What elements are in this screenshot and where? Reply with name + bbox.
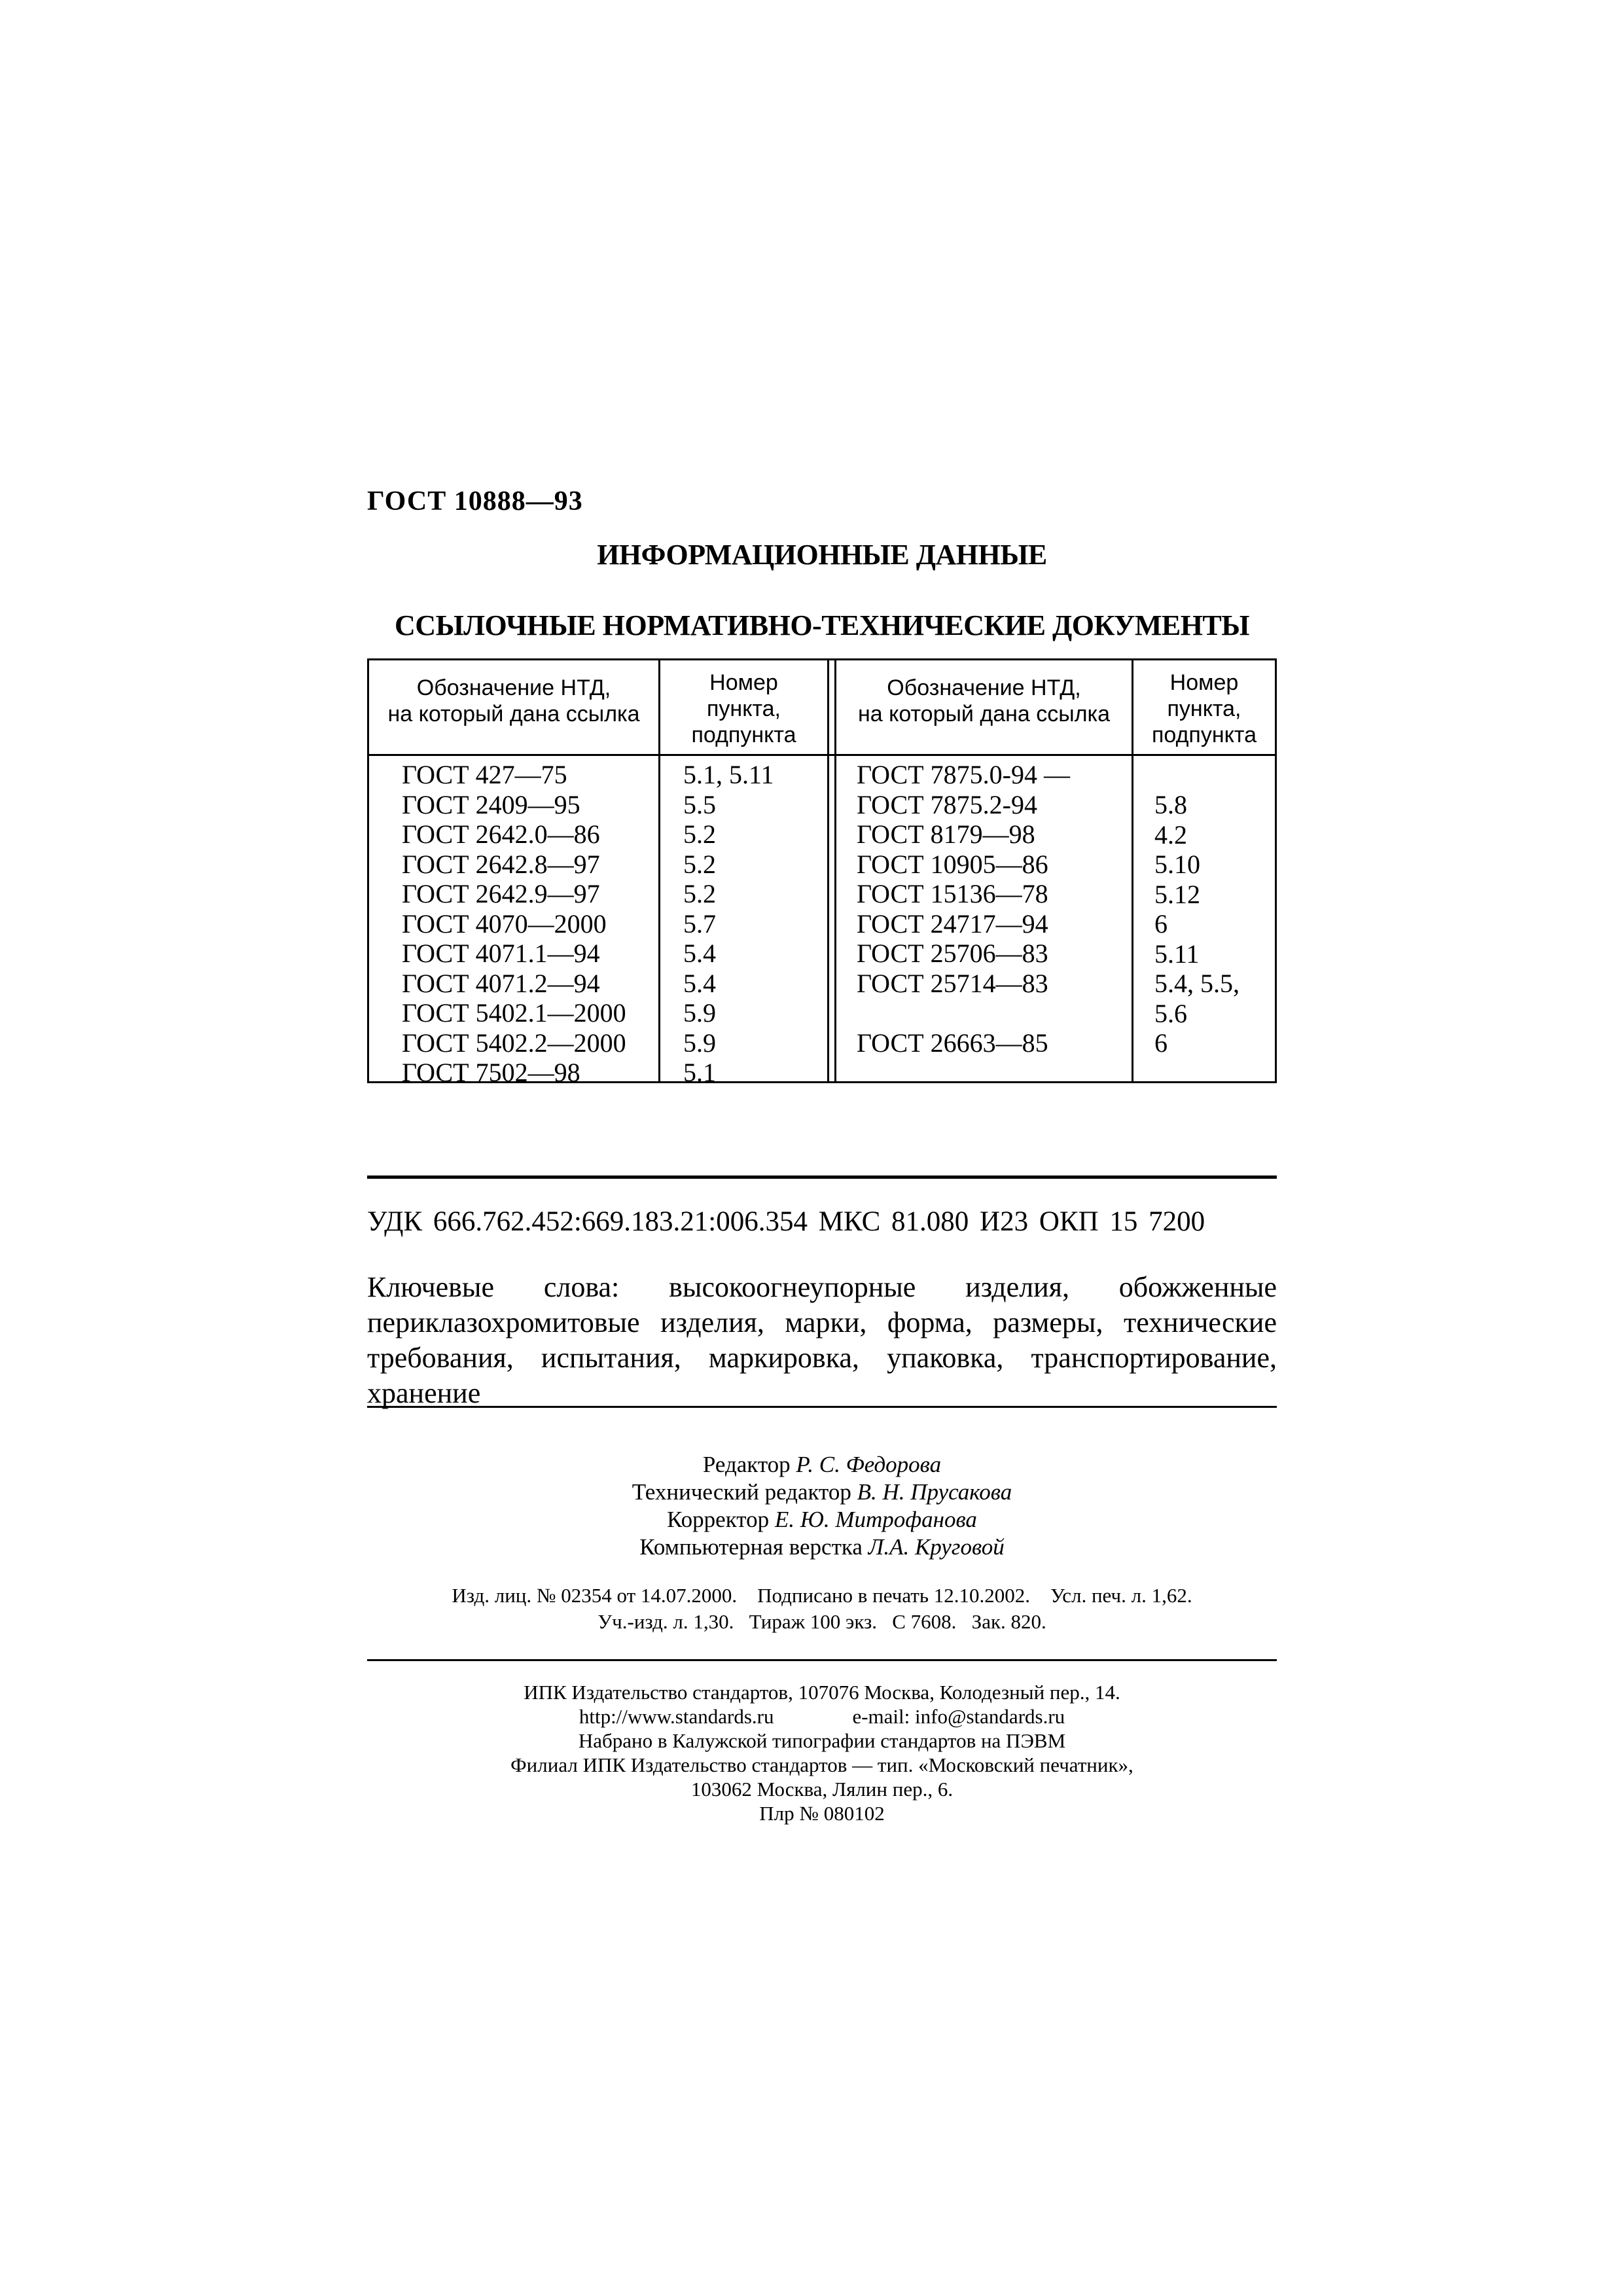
right-items-column [1154, 790, 1240, 1058]
publisher-info [367, 1680, 1277, 1825]
left-items-column [683, 760, 774, 1088]
header-designation-right: Обозначение НТД, на который дана ссылка [857, 675, 1111, 726]
credit-editor: Редактор Р. С. Федорова [702, 1452, 942, 1477]
section-heading-info: ИНФОРМАЦИОННЫЕ ДАННЫЕ [597, 539, 1047, 571]
publisher-line1: ИПК Издательство стандартов, 107076 Москва, Колодезный пер., 14. [524, 1681, 1120, 1704]
table-cell: ГОСТ 7875.0-94 — [857, 760, 1070, 789]
table-cell: 5.11 [1154, 939, 1200, 969]
credit-tech-editor: Технический редактор В. Н. Прусакова [632, 1479, 1012, 1505]
table-cell: ГОСТ 427—75 [402, 760, 567, 789]
publication-info [367, 1583, 1277, 1635]
table-cell: ГОСТ 4070—2000 [402, 908, 607, 939]
references-table [367, 658, 1277, 1087]
table-cell: 5.4, 5.5, [1154, 969, 1240, 998]
publisher-website[interactable]: http://www.standards.ru [579, 1705, 774, 1728]
table-cell: ГОСТ 26663—85 [857, 1028, 1048, 1058]
divider-middle [367, 1406, 1277, 1408]
classification-line: УДК 666.762.452:669.183.21:006.354 МКС 81.080 И23 ОКП 15 7200 [367, 1206, 1205, 1237]
table-cell: 6 [1154, 909, 1168, 939]
publisher-line5: 103062 Москва, Лялин пер., 6. [690, 1778, 954, 1801]
table-cell: ГОСТ 8179—98 [857, 819, 1035, 849]
publisher-email[interactable]: e-mail: info@standards.ru [852, 1705, 1065, 1728]
header-item-left: Номер пункта, подпункта [691, 670, 796, 747]
table-cell: 5.1 [683, 1058, 716, 1087]
table-cell: ГОСТ 25714—83 [857, 968, 1048, 998]
left-docs-column [402, 760, 626, 1088]
table-cell: 5.9 [683, 1028, 716, 1058]
table-cell [857, 998, 1070, 1028]
table-cell: 5.12 [1154, 879, 1200, 909]
table-cell: 4.2 [1154, 819, 1187, 850]
publication-info-line1: Изд. лиц. № 02354 от 14.07.2000. Подписано в печать 12.10.2002. Усл. печ. л. 1,62. [452, 1584, 1192, 1607]
keywords-paragraph: Ключевые слова: высокоогнеупорные изделия, обожженные периклазохромитовые изделия, марки, форма, размеры, технические требования, испытания, маркировка, упаковка, транспортирование, хранение [367, 1271, 1277, 1409]
table-cell: ГОСТ 7875.2-94 [857, 789, 1037, 819]
credit-corrector: Корректор Е. Ю. Митрофанова [667, 1507, 977, 1532]
table-cell: 5.2 [683, 879, 716, 908]
table-cell: ГОСТ 2642.9—97 [402, 879, 600, 908]
table-cell: ГОСТ 2642.0—86 [402, 819, 600, 849]
table-cell: ГОСТ 10905—86 [857, 849, 1048, 879]
table-cell: ГОСТ 24717—94 [857, 908, 1048, 939]
table-cell: 5.4 [683, 968, 716, 998]
header-item-right: Номер пункта, подпункта [1152, 670, 1257, 747]
credits-block [367, 1451, 1277, 1561]
table-column-divider [827, 660, 829, 1081]
publisher-line4: Филиал ИПК Издательство стандартов — тип. «Московский печатник», [510, 1753, 1133, 1776]
divider-bottom [367, 1659, 1277, 1661]
table-cell: 6 [1154, 1028, 1168, 1058]
right-docs-column [857, 760, 1070, 1058]
header-designation-left: Обозначение НТД, на который дана ссылка [387, 675, 640, 726]
table-cell: ГОСТ 5402.1—2000 [402, 998, 626, 1028]
publisher-contacts [367, 1704, 1277, 1729]
publisher-line6: Плр № 080102 [759, 1802, 885, 1825]
table-cell: 5.4 [683, 939, 716, 968]
table-cell: 5.5 [683, 789, 716, 819]
table-cell: ГОСТ 2409—95 [402, 789, 580, 819]
table-cell: ГОСТ 15136—78 [857, 879, 1048, 908]
table-cell: ГОСТ 5402.2—2000 [402, 1028, 626, 1058]
section-heading-references: ССЫЛОЧНЫЕ НОРМАТИВНО-ТЕХНИЧЕСКИЕ ДОКУМЕНТЫ [395, 609, 1249, 641]
table-cell: ГОСТ 2642.8—97 [402, 849, 600, 879]
table-cell: ГОСТ 25706—83 [857, 939, 1048, 968]
table-cell: 5.6 [1154, 998, 1187, 1028]
table-cell: 5.9 [683, 998, 716, 1028]
table-cell: 5.8 [1154, 790, 1187, 819]
divider-top [367, 1175, 1277, 1179]
table-cell: 5.7 [683, 908, 716, 939]
table-cell: ГОСТ 7502—98 [402, 1058, 580, 1087]
publication-info-line2: Уч.-изд. л. 1,30. Тираж 100 экз. С 7608. Зак. 820. [597, 1610, 1046, 1633]
table-header-divider [369, 754, 1275, 756]
table-cell: ГОСТ 4071.2—94 [402, 968, 600, 998]
credit-layout: Компьютерная верстка Л.А. Круговой [639, 1534, 1005, 1560]
table-cell: 5.2 [683, 819, 716, 849]
table-cell: 5.1, 5.11 [683, 760, 774, 789]
publisher-line3: Набрано в Калужской типографии стандартов на ПЭВМ [578, 1729, 1066, 1752]
table-cell: 5.10 [1154, 850, 1200, 879]
table-cell: 5.2 [683, 849, 716, 879]
table-cell: ГОСТ 4071.1—94 [402, 939, 600, 968]
document-id: ГОСТ 10888—93 [367, 486, 583, 516]
